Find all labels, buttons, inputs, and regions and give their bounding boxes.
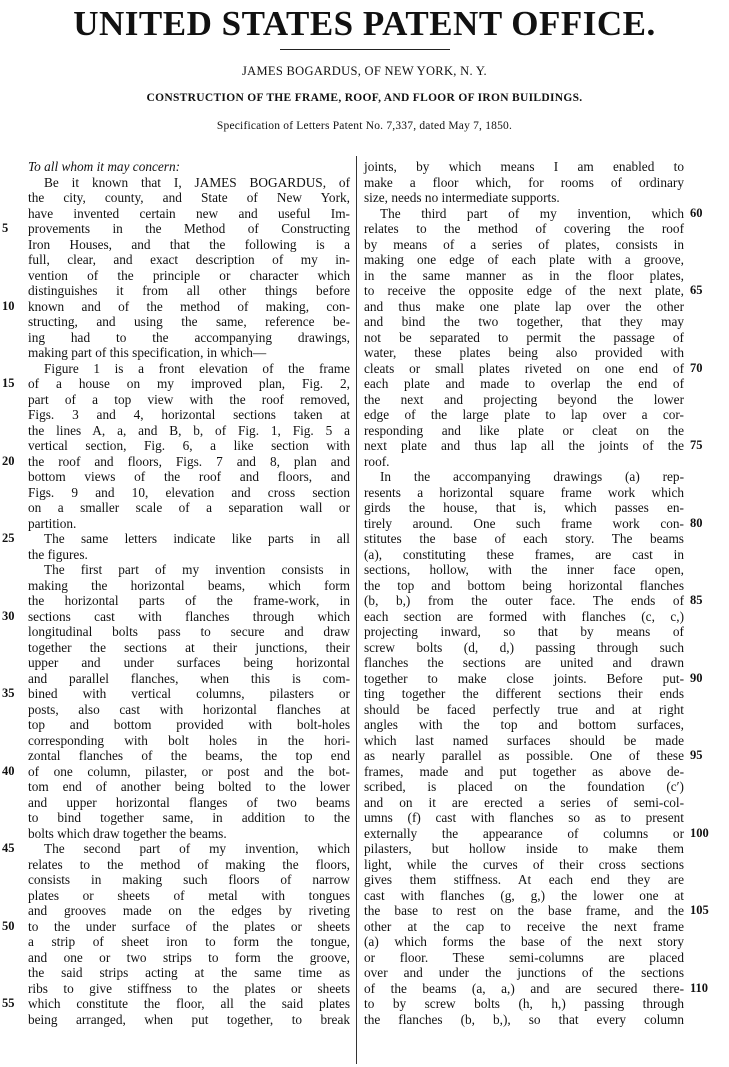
margin-line-number: 40 <box>2 763 15 778</box>
margin-line-number: 95 <box>690 748 703 762</box>
inventor-line: JAMES BOGARDUS, OF NEW YORK, N. Y. <box>242 64 487 78</box>
text-line: light, while the curves of their cross sections <box>364 856 684 872</box>
text-line: to the under surface of the plates or sheets <box>28 918 350 934</box>
text-line: ribs to give stiffness to the plates or sheets <box>28 980 350 996</box>
text-line: bolts which draw together the beams. <box>28 825 227 841</box>
text-line: as nearly parallel as possible. One of these <box>364 748 684 763</box>
text-line: other at the cap to receive the next frame <box>364 918 684 934</box>
text-line: the city, county, and State of New York, <box>28 190 350 205</box>
margin-line-number: 15 <box>2 376 15 390</box>
text-line: of one column, pilaster, or post and the bot- <box>28 763 350 779</box>
text-line: the base to rest on the base frame, and the <box>364 903 684 918</box>
text-line: The second part of my invention, which <box>44 841 350 856</box>
text-line: make a floor which, for rooms of ordinary <box>364 174 684 190</box>
text-line: relates to the method of making the floors, <box>28 856 350 872</box>
text-line: sections, hollow, with the inner face open, <box>364 562 684 577</box>
text-line: and thus make one plate lap over the other <box>364 298 684 314</box>
text-line: posts, also cast with horizontal flanches at <box>28 701 350 717</box>
text-line: and bind the two together, that they may <box>364 314 684 329</box>
text-line: each section are formed with flanches (c, c,) <box>364 608 684 624</box>
text-line: Be it known that I, JAMES BOGARDUS, of <box>44 174 350 190</box>
patent-subject: CONSTRUCTION OF THE FRAME, ROOF, AND FLOOR OF IRON BUILDINGS. <box>146 92 583 104</box>
text-line: longitudinal bolts pass to secure and draw <box>28 624 350 639</box>
text-line: to bind together same, in addition to the <box>28 810 350 825</box>
text-line: which constitute the floor, all the said plates <box>28 996 350 1011</box>
text-line: flanches the sections are united and drawn <box>364 655 684 670</box>
text-line: the next and projecting beyond the lower <box>364 391 684 407</box>
text-line: the roof and floors, Figs. 7 and 8, plan and <box>28 453 350 469</box>
margin-line-number: 80 <box>690 515 703 530</box>
text-line: known and of the method of making, con- <box>28 298 350 314</box>
text-line: angles with the top and bottom surfaces, <box>364 717 684 732</box>
text-line: distinguishes it from all other things before <box>28 283 350 298</box>
text-line: (a), constituting these frames, are cast in <box>364 546 684 562</box>
text-line: together to make close joints. Before put- <box>364 670 684 686</box>
text-line: making the horizontal beams, which form <box>28 577 350 593</box>
margin-line-number: 85 <box>690 593 703 607</box>
text-line: projecting inward, so that by means of <box>364 624 684 639</box>
text-line: tom end of another being bolted to the lower <box>28 779 350 794</box>
text-line: being arranged, when put together, to break <box>28 1011 350 1027</box>
text-line: gives them stiffness. At each end they are <box>364 872 684 887</box>
text-line: resents a horizontal square frame work which <box>364 484 684 500</box>
margin-line-number: 50 <box>2 918 15 933</box>
text-line: and grooves made on the edges by riveting <box>28 903 350 918</box>
text-line: on a smaller scale of a separation wall or <box>28 500 350 515</box>
text-line: making part of this specification, in which— <box>28 345 267 360</box>
text-line: Figs. 3 and 4, horizontal sections taken at <box>28 407 350 422</box>
text-line: full, clear, and exact description of my in- <box>28 252 350 267</box>
text-line: relates to the method of covering the roof <box>364 221 684 236</box>
text-line: bottom views of the roof and floors, and <box>28 469 350 484</box>
text-line: ing had to the accompanying drawings, <box>28 329 350 345</box>
text-line: externally the appearance of columns or <box>364 825 684 841</box>
text-line: to receive the opposite edge of the next plate, <box>364 283 684 298</box>
margin-line-number: 20 <box>2 453 15 468</box>
text-line: cast with flanches (g, g,) the lower one at <box>364 887 684 903</box>
text-line: pilasters, but hollow inside to make them <box>364 841 684 856</box>
text-line: girds the house, that is, which passes en- <box>364 500 684 515</box>
text-line: the figures. <box>28 546 88 562</box>
margin-line-number: 5 <box>2 221 9 235</box>
text-line: making one edge of each plate with a groove, <box>364 252 684 267</box>
margin-line-number: 75 <box>690 438 703 452</box>
text-line: over and under the junctions of the sections <box>364 965 684 980</box>
text-line: should be faced perfectly true and at right <box>364 701 684 717</box>
text-line: cleats or small plates riveted on one end of <box>364 360 684 376</box>
text-line: of a house on my improved plan, Fig. 2, <box>28 376 350 391</box>
text-line: corresponding with bolt holes in the hori- <box>28 732 350 748</box>
text-line: plates or sheets of metal with tongues <box>28 887 350 903</box>
text-line: structing, and using the same, reference be- <box>28 314 350 329</box>
text-line: by means of a series of plates, consists in <box>364 236 684 252</box>
margin-line-number: 55 <box>2 996 15 1010</box>
text-line: vertical section, Fig. 6, a like section with <box>28 438 350 453</box>
text-line: consists in making such floors of narrow <box>28 872 350 887</box>
text-line: have invented certain new and useful Im- <box>28 205 350 221</box>
text-line: upper and under surfaces being horizontal <box>28 655 350 670</box>
text-line: the horizontal parts of the frame-work, in <box>28 593 350 608</box>
text-line: The same letters indicate like parts in all <box>44 531 350 546</box>
margin-line-number: 35 <box>2 686 15 700</box>
text-line: frames, made and put together as above de- <box>364 763 684 779</box>
text-line: zontal flanches of the beams, the top end <box>28 748 350 763</box>
office-title: UNITED STATES PATENT OFFICE. <box>73 4 656 43</box>
text-line: and one or two strips to form the groove, <box>28 949 350 965</box>
text-line: scribed, is placed on the foundation (c′) <box>364 779 684 794</box>
text-line: not be separated to permit the passage of <box>364 329 684 345</box>
text-line: next plate and thus lap all the joints of the <box>364 438 684 453</box>
title-rule <box>280 49 450 50</box>
text-line: joints, by which means I am enabled to <box>364 159 684 174</box>
text-line: which last named surfaces should be made <box>364 732 684 748</box>
text-line: each plate and made to overlap the end of <box>364 376 684 391</box>
text-line: screw bolts (d, d,) passing through such <box>364 639 684 655</box>
text-line: the said strips acting at the same time as <box>28 965 350 980</box>
margin-line-number: 100 <box>690 825 709 840</box>
text-line: together the sections at their junctions, their <box>28 639 350 655</box>
text-line: Figure 1 is a front elevation of the frame <box>44 360 350 376</box>
text-line: To all whom it may concern: <box>28 159 181 174</box>
text-line: stitutes the base of each story. The beams <box>364 531 684 546</box>
column-divider <box>356 156 357 1064</box>
text-line: The third part of my invention, which <box>380 205 684 221</box>
text-line: umns (f) cast with flanches so as to present <box>364 810 684 825</box>
margin-line-number: 105 <box>690 903 709 917</box>
margin-line-number: 10 <box>2 298 15 313</box>
text-line: edge of the large plate to lap over a cor- <box>364 407 684 422</box>
text-line: Figs. 9 and 10, elevation and cross section <box>28 484 350 500</box>
text-line: The first part of my invention consists in <box>44 562 350 577</box>
text-line: part of a top view with the roof removed, <box>28 391 350 407</box>
margin-line-number: 65 <box>690 283 703 297</box>
margin-line-number: 60 <box>690 205 703 220</box>
text-line: and upper horizontal flanges of two beams <box>28 794 350 810</box>
right-column <box>364 159 684 1027</box>
text-line: to by screw bolts (h, h,) passing through <box>364 996 684 1011</box>
text-line: ting together the different sections their ends <box>364 686 684 701</box>
text-line: size, needs no intermediate supports. <box>364 190 560 205</box>
text-line: (a) which forms the base of the next story <box>364 934 684 949</box>
text-line: (b, b,) from the outer face. The ends of <box>364 593 684 608</box>
text-line: the top and bottom being horizontal flanches <box>364 577 684 593</box>
text-line: bined with vertical columns, pilasters or <box>28 686 350 701</box>
text-line: the flanches (b, b,), so that every column <box>364 1011 684 1027</box>
text-line: of the beams (a, a,) and are secured there- <box>364 980 684 996</box>
text-line: a strip of sheet iron to form the tongue, <box>28 934 350 949</box>
margin-line-number: 70 <box>690 360 703 375</box>
margin-line-number: 45 <box>2 841 15 855</box>
text-line: roof. <box>364 453 390 469</box>
margin-line-number: 90 <box>690 670 703 685</box>
document-header <box>0 0 729 132</box>
text-line: and on it are erected a series of semi-col- <box>364 794 684 810</box>
specification-line: Specification of Letters Patent No. 7,337, dated May 7, 1850. <box>216 120 513 132</box>
margin-line-number: 110 <box>690 980 709 995</box>
text-line: tirely around. One such frame work con- <box>364 515 684 531</box>
margin-line-number: 30 <box>2 608 15 623</box>
text-line: in the same manner as in the floor plates, <box>364 267 684 283</box>
text-line: partition. <box>28 515 77 531</box>
text-line: water, these plates being also provided with <box>364 345 684 360</box>
margin-line-number: 25 <box>2 531 15 545</box>
text-line: responding and like plate or cleat on the <box>364 422 684 438</box>
text-line: In the accompanying drawings (a) rep- <box>380 469 684 484</box>
text-line: the lines A, a, and B, b, of Fig. 1, Fig. 5 a <box>28 422 350 438</box>
text-line: top and bottom provided with bolt-holes <box>28 717 350 732</box>
left-column <box>28 159 350 1027</box>
text-line: provements in the Method of Constructing <box>28 221 350 236</box>
text-line: and parallel flanches, when this is com- <box>28 670 350 686</box>
text-line: vention of the principle or character which <box>28 267 350 283</box>
text-line: sections cast with flanches through which <box>28 608 350 624</box>
text-line: or floor. These semi-columns are placed <box>364 949 684 965</box>
text-line: Iron Houses, and that the following is a <box>28 236 350 252</box>
